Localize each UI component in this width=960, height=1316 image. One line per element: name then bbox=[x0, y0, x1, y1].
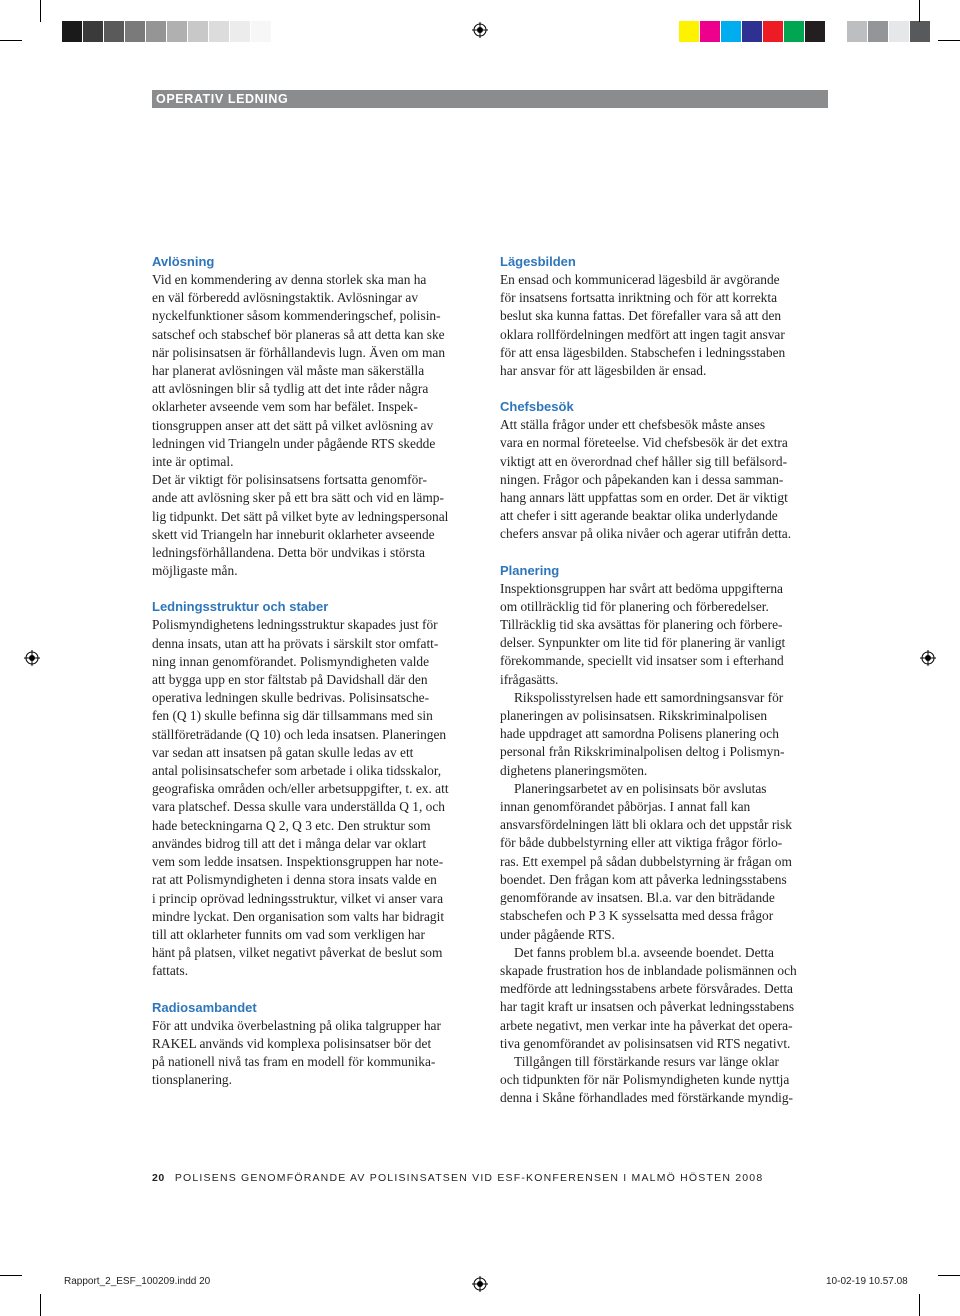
color-swatch bbox=[847, 21, 868, 42]
color-swatch bbox=[763, 21, 784, 42]
paragraph: Polismyndighetens ledningsstruktur skapades just för denna insats, utan att ha prövats i särskilt stor omfatt- ning innan genomförandet. Polismyndigheten valde att bygga upp en stor fältstab på Davidshall där den operativa ledningen skulle bedrivas. Polisinsatsche- fen (Q 1) skulle befinna sig där tillsammans med sin ställföreträdande (Q 10) och leda insatsen. Planeringen var sedan att insatsen på gatan skulle ledas av ett antal polisinsatschefer som arbetade i olika tidsskalor, geografiska områden och/eller arbetsuppgifter, t. ex. att vara platschef. Dessa skulle vara underställda Q 1, och hade beteckningarna Q 2, Q 3 etc. Den struktur som användes bidrog till att det i många delar var oklart vem som ledde insatsen. Inspektionsgruppen har note- rat att Polismyndigheten i denna stora insats valde en i princip oprövad ledningsstruktur, vilket vi anser vara mindre lyckat. Den organisation som valts har bidragit till att oklarheter funnits om vad som verkligen har hänt på platsen, vilket negativt påverkat de beslut som fattats. bbox=[152, 617, 449, 979]
color-swatch bbox=[805, 21, 826, 42]
paragraph: Det är viktigt för polisinsatsens fortsatta genomför- ande att avlösning sker på ett bra sätt och vid en lämp- lig tidpunkt. Det sätt på vilket byte av ledningspersonal skett vid Triangeln har inneburit oklarheter avseende ledningsförhållandena. Detta bör undvikas i största möjligaste mån. bbox=[152, 472, 449, 579]
section-header-band bbox=[152, 90, 828, 108]
heading-planering: Planering bbox=[500, 562, 560, 578]
crop-mark bbox=[0, 1275, 22, 1276]
registration-mark-icon bbox=[472, 22, 488, 38]
gray-swatch bbox=[251, 21, 272, 42]
color-swatch bbox=[742, 21, 763, 42]
crop-mark bbox=[919, 1294, 920, 1316]
paragraph: Inspektionsgruppen har svårt att bedöma uppgifterna om otillräcklig tid för planering och förberedelser. Tillräcklig tid ska avsättas för planering och förbere- delser. Synpunkter om lite tid för planering är vanligt förekommande, speciellt vid insatser som i efterhand ifrågasätts. bbox=[500, 580, 786, 687]
right-text-column bbox=[500, 253, 830, 1108]
page-number: 20 bbox=[152, 1172, 165, 1184]
color-swatch bbox=[784, 21, 805, 42]
color-swatch bbox=[700, 21, 721, 42]
heading-chefsbesok: Chefsbesök bbox=[500, 399, 574, 415]
registration-mark-icon bbox=[472, 1276, 488, 1292]
heading-radiosambandet: Radiosambandet bbox=[152, 999, 257, 1015]
slug-timestamp: 10-02-19 10.57.08 bbox=[826, 1276, 908, 1287]
paragraph: För att undvika överbelastning på olika talgrupper har RAKEL används vid komplexa polisinsatser bör det på nationell nivå tas fram en modell för kommunika- tionsplanering. bbox=[152, 1017, 441, 1088]
grayscale-color-bar bbox=[62, 21, 272, 42]
paragraph: Tillgången till förstärkande resurs var länge oklar och tidpunkten för när Polismyndigheten kunde nyttja denna i Skåne förhandlades med förstärkande myndig- bbox=[500, 1053, 794, 1106]
crop-mark bbox=[40, 0, 41, 22]
left-text-column bbox=[152, 253, 482, 1089]
footer-title: POLISENS GENOMFÖRANDE AV POLISINSATSEN VID ESF-KONFERENSEN I MALMÖ HÖSTEN 2008 bbox=[174, 1172, 764, 1184]
color-swatch bbox=[721, 21, 742, 42]
paragraph: Planeringsarbetet av en polisinsats bör avslutas innan genomförandet påbörjas. I annat fall kan ansvarsfördelningen lätt bli oklara och det uppstår risk för både dubbelstyrning eller att viktiga frågor förlo- ras. Ett exempel på sådan dubbelstyrning är frågan om boendet. Den frågan kom att påverka ledningsstabens genomförande av insatsen. Bl.a. var den biträdande stabschefen och P 3 K sysselsatta med dessa frågor under pågående RTS. bbox=[500, 780, 792, 942]
crop-mark bbox=[40, 1294, 41, 1316]
heading-ledningsstruktur: Ledningsstruktur och staber bbox=[152, 599, 329, 615]
registration-mark-icon bbox=[24, 650, 40, 666]
color-swatch bbox=[679, 21, 700, 42]
paragraph: Vid en kommendering av denna storlek ska man ha en väl förberedd avlösningstaktik. Avlösningar av nyckelfunktioner såsom kommenderingschef, polisin- satschef och stabschef bör planeras så att detta kan ske när polisinsatsen är förhållandevis lugn. Även om man har planerat avlösningen väl måste man säkerställa att avlösningen blir så tydlig att det inte råder några oklarheter avseende vem som har befälet. Inspek- tionsgruppen anser att det sätt på vilket avlösning av ledningen vid Triangeln under pågående RTS skedde inte är optimal. bbox=[152, 272, 446, 470]
crop-mark bbox=[0, 40, 22, 41]
gray-swatch bbox=[125, 21, 146, 42]
color-swatch bbox=[910, 21, 931, 42]
crop-mark bbox=[938, 40, 960, 41]
process-color-bar bbox=[679, 21, 931, 42]
registration-mark-icon bbox=[920, 650, 936, 666]
heading-avlosning: Avlösning bbox=[152, 254, 215, 269]
paragraph: Att ställa frågor under ett chefsbesök måste anses vara en normal företeelse. Vid chefsbesök är det extra viktigt att en överordnad chef håller sig till befälsord- ningen. Frågor och påpekanden kan i dessa samman- hang annars lätt uppfattas som en order. Det är viktigt att chefer i sitt agerande beaktar olika underlydande chefers ansvar på olika nivåer och agerar utifrån detta. bbox=[500, 417, 792, 542]
paragraph: En ensad och kommunicerad lägesbild är avgörande för insatsens fortsatta inriktning och för att korrekta beslut ska kunna fattas. Det förefaller vara så att den oklara rollfördelningen medfört att ingen tagit ansvar för att ensa lägesbilden. Stabschefen i ledningsstaben har ansvar för att lägesbilden är ensad. bbox=[500, 272, 786, 379]
crop-mark bbox=[919, 0, 920, 22]
paragraph: Rikspolisstyrelsen hade ett samordningsansvar för planeringen av polisinsatsen. Rikskriminalpolisen hade uppdraget att samordna Polisens planering och personal från Rikskriminalpolisen deltog i Polismyn- dighetens planeringsmöten. bbox=[500, 689, 785, 778]
gray-swatch bbox=[167, 21, 188, 42]
heading-lagesbilden: Lägesbilden bbox=[500, 254, 576, 269]
page-footer bbox=[152, 1172, 763, 1184]
gray-swatch bbox=[146, 21, 167, 42]
color-swatch bbox=[868, 21, 889, 42]
gray-swatch bbox=[104, 21, 125, 42]
gray-swatch bbox=[209, 21, 230, 42]
slug-filename: Rapport_2_ESF_100209.indd 20 bbox=[64, 1276, 211, 1287]
color-swatch bbox=[889, 21, 910, 42]
gray-swatch bbox=[83, 21, 104, 42]
gray-swatch bbox=[230, 21, 251, 42]
gray-swatch bbox=[62, 21, 83, 42]
crop-mark bbox=[938, 1275, 960, 1276]
gray-swatch bbox=[188, 21, 209, 42]
color-swatch bbox=[826, 21, 847, 42]
section-header-title: OPERATIV LEDNING bbox=[156, 92, 289, 106]
paragraph: Det fanns problem bl.a. avseende boendet. Detta skapade frustration hos de inblandade polismännen och medförde att ledningsstabens arbete försvårades. Detta har tagit kraft ur insatsen och påverkat ledningsstabens arbete negativt, men verkar inte ha påverkat det opera- tiva genomförandet av polisinsatsen vid RTS negativt. bbox=[500, 944, 797, 1051]
